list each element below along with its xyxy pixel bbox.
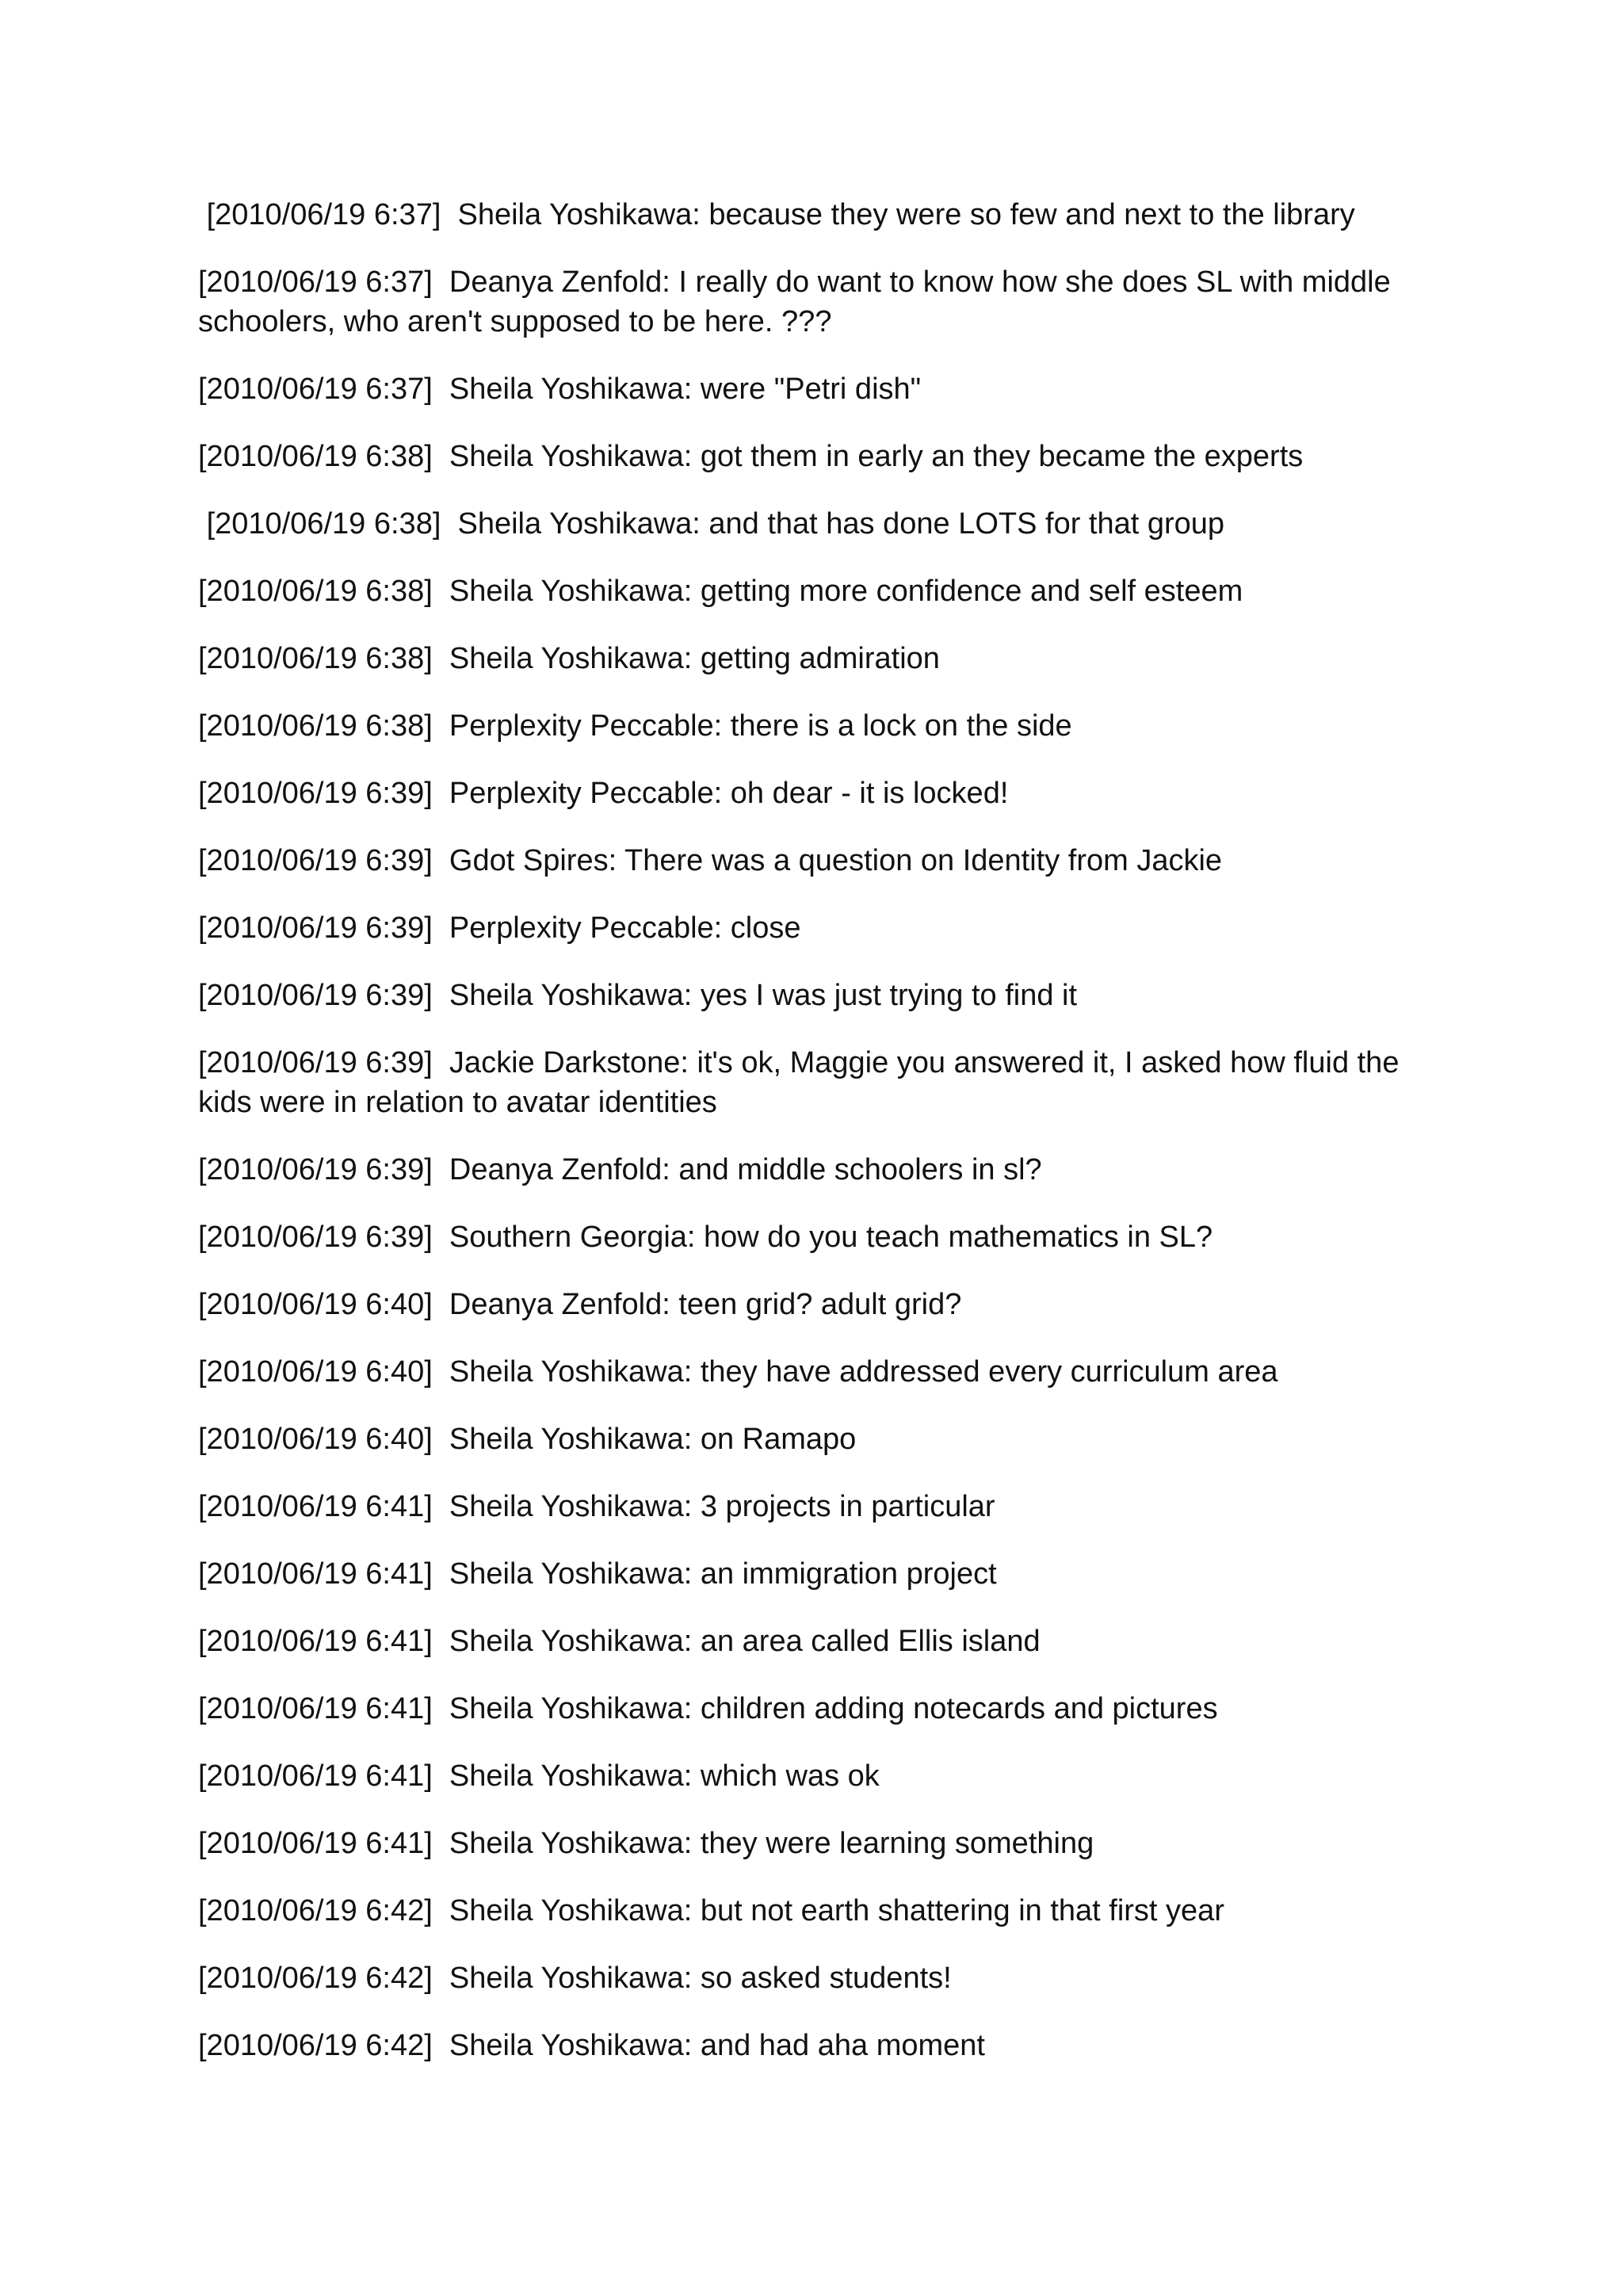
chat-line: [2010/06/19 6:37] Sheila Yoshikawa: were "Petri dish": [198, 372, 922, 406]
chat-line: [2010/06/19 6:37] Sheila Yoshikawa: because they were so few and next to the library: [198, 198, 1355, 231]
chat-line: [2010/06/19 6:41] Sheila Yoshikawa: an immigration project: [198, 1557, 997, 1591]
chat-line: [2010/06/19 6:41] Sheila Yoshikawa: they were learning something: [198, 1827, 1094, 1860]
chat-line: [2010/06/19 6:41] Sheila Yoshikawa: 3 projects in particular: [198, 1490, 995, 1523]
chat-line: [2010/06/19 6:39] Perplexity Peccable: close: [198, 911, 801, 945]
chat-line: [2010/06/19 6:39] Perplexity Peccable: oh dear - it is locked!: [198, 777, 1009, 810]
chat-line: [2010/06/19 6:41] Sheila Yoshikawa: children adding notecards and pictures: [198, 1692, 1218, 1725]
chat-line: [2010/06/19 6:41] Sheila Yoshikawa: which was ok: [198, 1759, 880, 1793]
chat-line: [2010/06/19 6:40] Sheila Yoshikawa: on Ramapo: [198, 1423, 857, 1456]
chat-line: [2010/06/19 6:42] Sheila Yoshikawa: and had aha moment: [198, 2029, 985, 2062]
chat-line: [2010/06/19 6:38] Sheila Yoshikawa: and that has done LOTS for that group: [198, 507, 1225, 541]
chat-line: [2010/06/19 6:42] Sheila Yoshikawa: so asked students!: [198, 1962, 952, 1995]
chat-line: [2010/06/19 6:41] Sheila Yoshikawa: an area called Ellis island: [198, 1625, 1041, 1658]
chat-line: [2010/06/19 6:38] Sheila Yoshikawa: getting more confidence and self esteem: [198, 575, 1243, 608]
chat-line: [2010/06/19 6:39] Jackie Darkstone: it's ok, Maggie you answered it, I asked how fluid the kids were in relation to avatar identities: [198, 1046, 1408, 1119]
chat-line: [2010/06/19 6:37] Deanya Zenfold: I really do want to know how she does SL with middle schoolers, who aren't supposed to be here. ???: [198, 266, 1400, 338]
chat-line: [2010/06/19 6:39] Southern Georgia: how do you teach mathematics in SL?: [198, 1221, 1213, 1254]
chat-line: [2010/06/19 6:42] Sheila Yoshikawa: but not earth shattering in that first year: [198, 1894, 1224, 1927]
chat-line: [2010/06/19 6:39] Gdot Spires: There was a question on Identity from Jackie: [198, 844, 1223, 877]
chat-line: [2010/06/19 6:39] Sheila Yoshikawa: yes I was just trying to find it: [198, 979, 1078, 1012]
chat-transcript: [198, 195, 1419, 2093]
chat-line: [2010/06/19 6:40] Deanya Zenfold: teen grid? adult grid?: [198, 1288, 962, 1321]
chat-line: [2010/06/19 6:38] Perplexity Peccable: there is a lock on the side: [198, 709, 1072, 743]
chat-line: [2010/06/19 6:40] Sheila Yoshikawa: they have addressed every curriculum area: [198, 1355, 1278, 1389]
chat-line: [2010/06/19 6:38] Sheila Yoshikawa: got them in early an they became the experts: [198, 440, 1304, 473]
chat-line: [2010/06/19 6:38] Sheila Yoshikawa: getting admiration: [198, 642, 940, 675]
chat-line: [2010/06/19 6:39] Deanya Zenfold: and middle schoolers in sl?: [198, 1153, 1042, 1186]
